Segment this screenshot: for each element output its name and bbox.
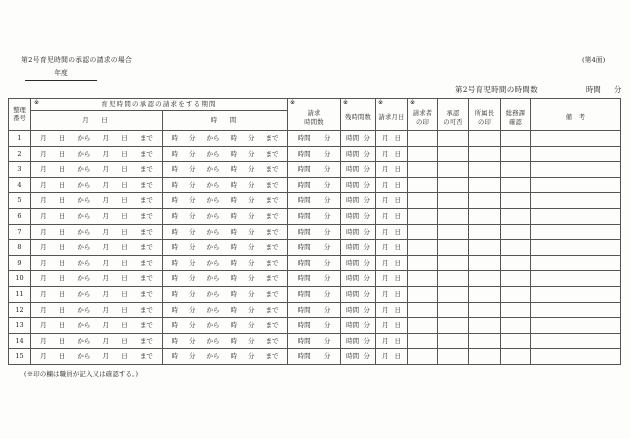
request-date-cell: 月 日 bbox=[376, 318, 408, 334]
seq-head-line2: 番号 bbox=[13, 114, 26, 122]
asterisk-mark: ※ bbox=[290, 99, 296, 106]
subheader-month-day: 月 日 bbox=[31, 111, 163, 131]
date-period-cell: 月 日 から 月 日 まで bbox=[31, 286, 163, 302]
request-hours-cell: 時間 分 bbox=[288, 302, 341, 318]
general-affairs-confirm-cell bbox=[501, 302, 531, 318]
table-row bbox=[9, 255, 621, 271]
time-period-cell: 時 分 から 時 分 まで bbox=[163, 193, 288, 209]
requester-seal-cell bbox=[408, 271, 438, 287]
request-date-cell: 月 日 bbox=[376, 131, 408, 147]
seq-number-cell: 11 bbox=[9, 286, 31, 302]
request-date-cell: 月 日 bbox=[376, 208, 408, 224]
date-period-cell: 月 日 から 月 日 まで bbox=[31, 177, 163, 193]
table-row bbox=[9, 208, 621, 224]
asterisk-mark: ※ bbox=[34, 99, 40, 106]
approval-decision-cell bbox=[438, 146, 469, 162]
table-row bbox=[9, 240, 621, 256]
date-period-cell: 月 日 から 月 日 まで bbox=[31, 193, 163, 209]
total-minutes-unit: 分 bbox=[614, 85, 622, 94]
date-period-cell: 月 日 から 月 日 まで bbox=[31, 224, 163, 240]
date-period-cell: 月 日 から 月 日 まで bbox=[31, 333, 163, 349]
date-period-cell: 月 日 から 月 日 まで bbox=[31, 208, 163, 224]
total-hours-unit: 時間 bbox=[586, 85, 601, 94]
remaining-hours-cell: 時間 分 bbox=[341, 208, 376, 224]
remarks-cell bbox=[531, 333, 621, 349]
approval-decision-cell bbox=[438, 177, 469, 193]
general-affairs-confirm-cell bbox=[501, 131, 531, 147]
seq-number-cell: 1 bbox=[9, 131, 31, 147]
requester-seal-cell bbox=[408, 286, 438, 302]
request-hours-cell: 時間 分 bbox=[288, 177, 341, 193]
time-period-cell: 時 分 から 時 分 まで bbox=[163, 271, 288, 287]
requester-seal-cell bbox=[408, 302, 438, 318]
request-hours-cell: 時間 分 bbox=[288, 271, 341, 287]
seq-head-line1: 整理 bbox=[13, 107, 26, 114]
general-affairs-confirm-cell bbox=[501, 255, 531, 271]
date-period-cell: 月 日 から 月 日 まで bbox=[31, 240, 163, 256]
request-date-cell: 月 日 bbox=[376, 193, 408, 209]
section-chief-seal-cell bbox=[469, 333, 501, 349]
date-period-cell: 月 日 から 月 日 まで bbox=[31, 255, 163, 271]
time-period-cell: 時 分 から 時 分 まで bbox=[163, 240, 288, 256]
remarks-cell bbox=[531, 271, 621, 287]
approval-decision-cell bbox=[438, 162, 469, 178]
request-date-cell: 月 日 bbox=[376, 146, 408, 162]
table-row bbox=[9, 224, 621, 240]
request-hours-cell: 時間 分 bbox=[288, 146, 341, 162]
approval-decision-cell bbox=[438, 224, 469, 240]
section-chief-seal-cell bbox=[469, 349, 501, 365]
request-date-cell: 月 日 bbox=[376, 162, 408, 178]
remarks-cell bbox=[531, 255, 621, 271]
remarks-cell bbox=[531, 286, 621, 302]
remarks-cell bbox=[531, 349, 621, 365]
request-date-cell: 月 日 bbox=[376, 271, 408, 287]
seq-number-cell: 7 bbox=[9, 224, 31, 240]
remarks-cell bbox=[531, 318, 621, 334]
remaining-hours-cell: 時間 分 bbox=[341, 271, 376, 287]
document-title: 第2号育児時間の承認の請求の場合 bbox=[21, 56, 133, 64]
requester-seal-cell bbox=[408, 224, 438, 240]
remarks-cell bbox=[531, 224, 621, 240]
section-chief-seal-cell bbox=[469, 302, 501, 318]
table-row bbox=[9, 333, 621, 349]
table-row bbox=[9, 177, 621, 193]
section-chief-seal-cell bbox=[469, 240, 501, 256]
section-chief-seal-cell bbox=[469, 162, 501, 178]
time-period-cell: 時 分 から 時 分 まで bbox=[163, 255, 288, 271]
requester-seal-cell bbox=[408, 255, 438, 271]
requester-seal-cell bbox=[408, 162, 438, 178]
asterisk-mark: ※ bbox=[343, 99, 349, 106]
table-row bbox=[9, 193, 621, 209]
remaining-hours-cell: 時間 分 bbox=[341, 333, 376, 349]
seq-number-cell: 14 bbox=[9, 333, 31, 349]
header-request-date: ※ 請求月日 bbox=[376, 99, 408, 131]
remaining-hours-cell: 時間 分 bbox=[341, 349, 376, 365]
general-affairs-confirm-cell bbox=[501, 333, 531, 349]
header-requester-seal: ※ 請求者 の印 bbox=[408, 99, 438, 131]
remaining-hours-cell: 時間 分 bbox=[341, 286, 376, 302]
general-affairs-confirm-cell bbox=[501, 271, 531, 287]
approval-decision-cell bbox=[438, 318, 469, 334]
requester-seal-cell bbox=[408, 333, 438, 349]
remarks-cell bbox=[531, 240, 621, 256]
approval-decision-cell bbox=[438, 193, 469, 209]
seq-number-cell: 15 bbox=[9, 349, 31, 365]
request-hours-cell: 時間 分 bbox=[288, 208, 341, 224]
section-chief-seal-cell bbox=[469, 146, 501, 162]
page-number-marker: (第4面) bbox=[582, 56, 606, 64]
section-chief-seal-cell bbox=[469, 208, 501, 224]
table-row bbox=[9, 162, 621, 178]
date-period-cell: 月 日 から 月 日 まで bbox=[31, 131, 163, 147]
request-hours-cell: 時間 分 bbox=[288, 333, 341, 349]
general-affairs-confirm-cell bbox=[501, 349, 531, 365]
request-hours-cell: 時間 分 bbox=[288, 349, 341, 365]
time-period-cell: 時 分 から 時 分 まで bbox=[163, 302, 288, 318]
request-hours-cell: 時間 分 bbox=[288, 318, 341, 334]
time-period-cell: 時 分 から 時 分 まで bbox=[163, 162, 288, 178]
requester-seal-cell bbox=[408, 349, 438, 365]
asterisk-mark: ※ bbox=[378, 99, 384, 106]
footnote: (※印の欄は職員が記入又は確認する。) bbox=[24, 370, 139, 378]
approval-decision-cell bbox=[438, 208, 469, 224]
section-chief-seal-cell bbox=[469, 224, 501, 240]
general-affairs-confirm-cell bbox=[501, 162, 531, 178]
request-hours-cell: 時間 分 bbox=[288, 240, 341, 256]
seq-number-cell: 10 bbox=[9, 271, 31, 287]
header-approval-decision: 承認 の可否 bbox=[438, 99, 469, 131]
header-remarks: 備 考 bbox=[531, 99, 621, 131]
seq-number-cell: 13 bbox=[9, 318, 31, 334]
general-affairs-confirm-cell bbox=[501, 286, 531, 302]
requester-seal-cell bbox=[408, 193, 438, 209]
approval-request-table bbox=[8, 98, 621, 365]
date-period-cell: 月 日 から 月 日 まで bbox=[31, 302, 163, 318]
remarks-cell bbox=[531, 146, 621, 162]
remaining-hours-cell: 時間 分 bbox=[341, 255, 376, 271]
table-row bbox=[9, 318, 621, 334]
request-hours-cell: 時間 分 bbox=[288, 255, 341, 271]
asterisk-mark: ※ bbox=[410, 99, 416, 106]
remarks-cell bbox=[531, 193, 621, 209]
table-row bbox=[9, 302, 621, 318]
request-date-cell: 月 日 bbox=[376, 302, 408, 318]
section-chief-seal-cell bbox=[469, 271, 501, 287]
approval-decision-cell bbox=[438, 333, 469, 349]
approval-decision-cell bbox=[438, 255, 469, 271]
remarks-cell bbox=[531, 162, 621, 178]
remaining-hours-cell: 時間 分 bbox=[341, 193, 376, 209]
header-section-chief-seal: 所属長 の印 bbox=[469, 99, 501, 131]
section-chief-seal-cell bbox=[469, 255, 501, 271]
date-period-cell: 月 日 から 月 日 まで bbox=[31, 162, 163, 178]
header-general-affairs-confirm: 総務課 確認 bbox=[501, 99, 531, 131]
section-chief-seal-cell bbox=[469, 193, 501, 209]
approval-decision-cell bbox=[438, 302, 469, 318]
time-period-cell: 時 分 から 時 分 まで bbox=[163, 208, 288, 224]
approval-decision-cell bbox=[438, 286, 469, 302]
remaining-hours-cell: 時間 分 bbox=[341, 131, 376, 147]
request-date-cell: 月 日 bbox=[376, 177, 408, 193]
seq-number-cell: 5 bbox=[9, 193, 31, 209]
request-hours-cell: 時間 分 bbox=[288, 162, 341, 178]
header-row-top bbox=[9, 99, 621, 111]
time-period-cell: 時 分 から 時 分 まで bbox=[163, 131, 288, 147]
requester-seal-cell bbox=[408, 131, 438, 147]
time-period-cell: 時 分 から 時 分 まで bbox=[163, 177, 288, 193]
request-date-cell: 月 日 bbox=[376, 240, 408, 256]
header-request-period bbox=[31, 99, 288, 111]
time-period-cell: 時 分 から 時 分 まで bbox=[163, 333, 288, 349]
requester-seal-cell bbox=[408, 208, 438, 224]
request-hours-cell: 時間 分 bbox=[288, 224, 341, 240]
request-hours-cell: 時間 分 bbox=[288, 131, 341, 147]
remaining-hours-cell: 時間 分 bbox=[341, 162, 376, 178]
remaining-hours-cell: 時間 分 bbox=[341, 177, 376, 193]
table-row bbox=[9, 349, 621, 365]
header-request-hours: ※ 請求 時間数 bbox=[288, 99, 341, 131]
general-affairs-confirm-cell bbox=[501, 240, 531, 256]
remarks-cell bbox=[531, 208, 621, 224]
table-row bbox=[9, 286, 621, 302]
seq-number-cell: 12 bbox=[9, 302, 31, 318]
seq-number-cell: 9 bbox=[9, 255, 31, 271]
seq-number-cell: 8 bbox=[9, 240, 31, 256]
seq-number-cell: 4 bbox=[9, 177, 31, 193]
approval-decision-cell bbox=[438, 271, 469, 287]
time-period-cell: 時 分 から 時 分 まで bbox=[163, 318, 288, 334]
date-period-cell: 月 日 から 月 日 まで bbox=[31, 349, 163, 365]
remaining-hours-cell: 時間 分 bbox=[341, 302, 376, 318]
subheader-time: 時 間 bbox=[163, 111, 288, 131]
header-seq-number bbox=[9, 99, 31, 131]
seq-number-cell: 2 bbox=[9, 146, 31, 162]
general-affairs-confirm-cell bbox=[501, 208, 531, 224]
table-body bbox=[9, 131, 621, 365]
requester-seal-cell bbox=[408, 177, 438, 193]
request-hours-cell: 時間 分 bbox=[288, 193, 341, 209]
request-date-cell: 月 日 bbox=[376, 333, 408, 349]
seq-number-cell: 3 bbox=[9, 162, 31, 178]
fiscal-year-blank: 年度 bbox=[25, 67, 97, 81]
requester-seal-cell bbox=[408, 240, 438, 256]
requester-seal-cell bbox=[408, 318, 438, 334]
period-title: 育児時間の承認の請求をする期間 bbox=[101, 100, 217, 109]
section-chief-seal-cell bbox=[469, 318, 501, 334]
request-date-cell: 月 日 bbox=[376, 224, 408, 240]
total-hours-label: 第2号育児時間の時間数 bbox=[455, 85, 539, 94]
remaining-hours-cell: 時間 分 bbox=[341, 146, 376, 162]
time-period-cell: 時 分 から 時 分 まで bbox=[163, 286, 288, 302]
remarks-cell bbox=[531, 302, 621, 318]
date-period-cell: 月 日 から 月 日 まで bbox=[31, 318, 163, 334]
approval-decision-cell bbox=[438, 131, 469, 147]
remarks-cell bbox=[531, 177, 621, 193]
request-date-cell: 月 日 bbox=[376, 349, 408, 365]
time-period-cell: 時 分 から 時 分 まで bbox=[163, 349, 288, 365]
general-affairs-confirm-cell bbox=[501, 177, 531, 193]
requester-seal-cell bbox=[408, 146, 438, 162]
request-hours-cell: 時間 分 bbox=[288, 286, 341, 302]
time-period-cell: 時 分 から 時 分 まで bbox=[163, 224, 288, 240]
general-affairs-confirm-cell bbox=[501, 224, 531, 240]
remaining-hours-cell: 時間 分 bbox=[341, 224, 376, 240]
section-chief-seal-cell bbox=[469, 286, 501, 302]
time-period-cell: 時 分 から 時 分 まで bbox=[163, 146, 288, 162]
section-chief-seal-cell bbox=[469, 177, 501, 193]
approval-decision-cell bbox=[438, 240, 469, 256]
date-period-cell: 月 日 から 月 日 まで bbox=[31, 146, 163, 162]
date-period-cell: 月 日 から 月 日 まで bbox=[31, 271, 163, 287]
remaining-hours-cell: 時間 分 bbox=[341, 240, 376, 256]
general-affairs-confirm-cell bbox=[501, 146, 531, 162]
remaining-hours-cell: 時間 分 bbox=[341, 318, 376, 334]
remarks-cell bbox=[531, 131, 621, 147]
table-row bbox=[9, 131, 621, 147]
table-row bbox=[9, 271, 621, 287]
general-affairs-confirm-cell bbox=[501, 318, 531, 334]
request-date-cell: 月 日 bbox=[376, 255, 408, 271]
general-affairs-confirm-cell bbox=[501, 193, 531, 209]
table-row bbox=[9, 146, 621, 162]
approval-decision-cell bbox=[438, 349, 469, 365]
section-chief-seal-cell bbox=[469, 131, 501, 147]
header-remaining-hours: ※ 残時間数 bbox=[341, 99, 376, 131]
request-date-cell: 月 日 bbox=[376, 286, 408, 302]
seq-number-cell: 6 bbox=[9, 208, 31, 224]
